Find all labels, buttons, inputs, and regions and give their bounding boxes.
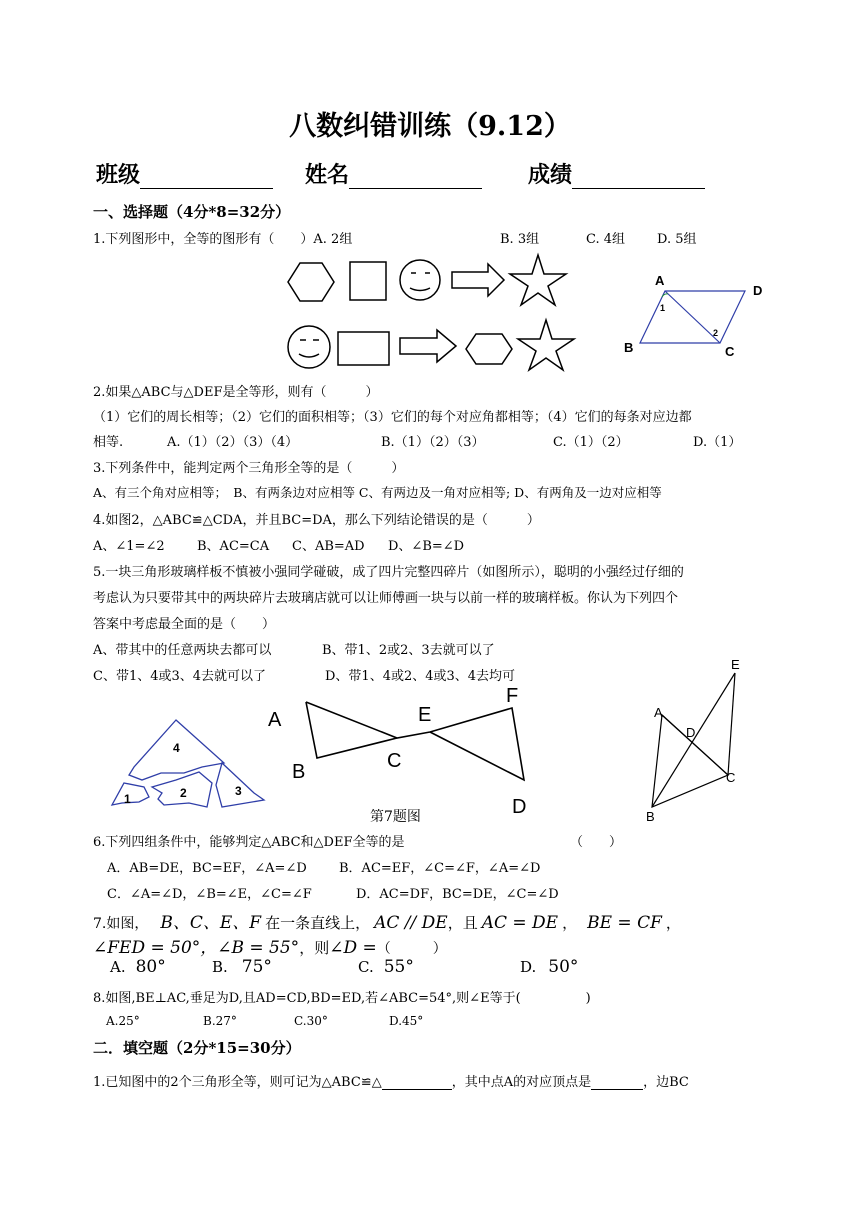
class-blank <box>140 168 273 189</box>
q5-option-a: A、带其中的任意两块去都可以 <box>93 643 272 658</box>
name-blank <box>349 168 482 189</box>
q6-option-d: D．AC=DF，BC=DE，∠C=∠D <box>356 887 559 902</box>
q7-option-a: A. 80° <box>110 957 166 977</box>
q5-option-b: B、带1、2或2、3去就可以了 <box>322 643 495 658</box>
q1-option-d: D. 5组 <box>657 232 697 247</box>
q4-option-b: B、AC=CA <box>197 539 270 554</box>
fill-q1: 1.已知图中的2个三角形全等，则可记为△ABC≌△ ，其中点A的对应顶点是 ，边BC <box>93 1075 689 1090</box>
q6-option-b: B．AC=EF，∠C=∠F，∠A=∠D <box>339 861 541 876</box>
q4-stem: 4.如图2，△ABC≌△CDA，并且BC=DA，那么下列结论错误的是（ ） <box>93 513 540 528</box>
broken-glass-figure <box>104 715 269 810</box>
fill-q1-blank-2[interactable] <box>591 1075 643 1090</box>
vertex-c: C <box>725 344 735 359</box>
name-field <box>305 158 482 189</box>
q2-statement-line1: （1）它们的周长相等；（2）它们的面积相等；（3）它们的每个对应角都相等；（4）它们的每条对应边都 <box>93 410 692 425</box>
angle-2-label: 2 <box>713 328 719 338</box>
class-field <box>96 158 273 189</box>
score-blank <box>572 168 705 189</box>
bowtie-right <box>306 702 524 780</box>
rectangle-shape <box>338 332 389 365</box>
bowtie-vertex-b: B <box>292 761 306 783</box>
q3-stem: 3.下列条件中，能判定两个三角形全等的是（ ） <box>93 461 405 476</box>
vertex-d: D <box>753 283 763 298</box>
smiley-face-shape-2 <box>288 326 330 368</box>
q4-option-c: C、AB=AD <box>292 539 365 554</box>
angle-1-label: 1 <box>660 303 666 313</box>
class-label: 班级 <box>96 162 141 188</box>
q8-option-c: C.30° <box>294 1014 328 1028</box>
q6-answer-paren: （ ） <box>570 835 623 850</box>
smiley-face-shape <box>400 260 440 300</box>
q6-option-c: C．∠A=∠D，∠B=∠E，∠C=∠F <box>107 887 312 902</box>
star-shape <box>510 255 566 305</box>
section2-heading: 二．填空题（2分*15=30分） <box>93 1039 301 1057</box>
bowtie-vertex-d: D <box>512 796 527 815</box>
q8-option-d: D.45° <box>389 1014 424 1028</box>
q4-option-d: D、∠B=∠D <box>388 539 465 554</box>
q4-option-a: A、∠1=∠2 <box>93 539 165 554</box>
q1-stem: 1.下列图形中，全等的图形有（ ）A. 2组 <box>93 232 353 247</box>
line-ce <box>728 673 735 775</box>
q6-option-a: A．AB=DE，BC=EF，∠A=∠D <box>107 861 307 876</box>
vertex-a: A <box>655 273 665 288</box>
q8-vertex-d: D <box>686 725 696 740</box>
q8-vertex-b: B <box>646 809 655 824</box>
piece-1-label: 1 <box>124 792 131 806</box>
q5-stem-line3: 答案中考虑最全面的是（ ） <box>93 617 276 632</box>
q5-option-d: D、带1、4或2、4或3、4去均可 <box>325 669 516 684</box>
piece-4-label: 4 <box>173 741 180 755</box>
q3-options: A、有三个角对应相等； B、有两条边对应相等 C、有两边及一角对应相等; D、有两角及一边对应相等 <box>93 485 662 500</box>
parallelogram-figure <box>610 270 780 365</box>
bowtie-vertex-f: F <box>506 685 519 707</box>
arrow-shape-2 <box>400 330 456 362</box>
name-label: 姓名 <box>305 162 350 188</box>
vertex-b: B <box>624 340 634 355</box>
bowtie-vertex-a: A <box>268 709 282 731</box>
q7-option-b: B. 75° <box>212 957 272 977</box>
q1-option-c: C. 4组 <box>586 232 626 247</box>
fill-q1-blank-1[interactable] <box>382 1075 452 1090</box>
q2-option-a: A.（1）（2）（3）（4） <box>167 435 299 450</box>
q1-option-b: B. 3组 <box>500 232 540 247</box>
q1-shapes-figure <box>280 250 580 375</box>
square-shape <box>350 262 386 300</box>
score-label: 成绩 <box>528 162 573 188</box>
q2-stem: 2.如果△ABC与△DEF是全等形，则有（ ） <box>93 385 379 400</box>
q5-option-c: C、带1、4或3、4去就可以了 <box>93 669 267 684</box>
piece-3-label: 3 <box>235 784 242 798</box>
score-field <box>528 158 705 189</box>
q5-stem-line1: 5.一块三角形玻璃样板不慎被小强同学碰破，成了四片完整四碎片（如图所示），聪明的小强经过仔细的 <box>93 565 684 580</box>
q2-option-d: D.（1） <box>693 435 742 450</box>
q7-option-d: D. 50° <box>520 957 579 977</box>
q8-option-a: A.25° <box>106 1014 140 1028</box>
hexagon-shape <box>288 263 334 301</box>
line-be <box>652 673 735 807</box>
q2-option-b: B.（1）（2）（3） <box>381 435 485 450</box>
piece-2-label: 2 <box>180 786 187 800</box>
q6-stem: 6.下列四组条件中，能够判定△ABC和△DEF全等的是 <box>93 835 405 850</box>
q2-option-c: C.（1）（2） <box>553 435 629 450</box>
bowtie-figure <box>262 680 547 815</box>
q7-option-c: C. 55° <box>358 957 414 977</box>
q8-option-b: B.27° <box>203 1014 237 1028</box>
q8-vertex-e: E <box>731 657 740 672</box>
q2-statement-line2: 相等. <box>93 435 124 450</box>
arrow-shape <box>452 264 504 296</box>
bowtie-vertex-e: E <box>418 704 432 726</box>
page-title: 八数纠错训练（9.12） <box>289 111 571 142</box>
star-shape-2 <box>518 320 574 370</box>
figure-7-caption: 第7题图 <box>370 809 421 825</box>
bowtie-left <box>306 702 397 758</box>
bowtie-vertex-c: C <box>387 750 402 772</box>
q8-vertex-c: C <box>726 770 736 785</box>
q5-stem-line2: 考虑认为只要带其中的两块碎片去玻璃店就可以让师傅画一块与以前一样的玻璃样板。你认为下列四个 <box>93 591 679 606</box>
hexagon-shape-2 <box>466 334 512 364</box>
q7-stem-line1: 7.如图， B、C、E、F 在一条直线上， AC // DE，且 AC = DE ， BE = CF ， <box>93 913 681 933</box>
q8-figure <box>640 655 750 825</box>
q8-stem: 8.如图,BE⊥AC,垂足为D,且AD=CD,BD=ED,若∠ABC=54°,则∠E等于( ) <box>93 991 591 1006</box>
q8-vertex-a: A <box>654 705 663 720</box>
q7-stem-line2: ∠FED = 50°，∠B = 55°，则∠D =（ ） <box>93 938 447 958</box>
section1-heading: 一、选择题（4分*8=32分） <box>93 203 291 221</box>
